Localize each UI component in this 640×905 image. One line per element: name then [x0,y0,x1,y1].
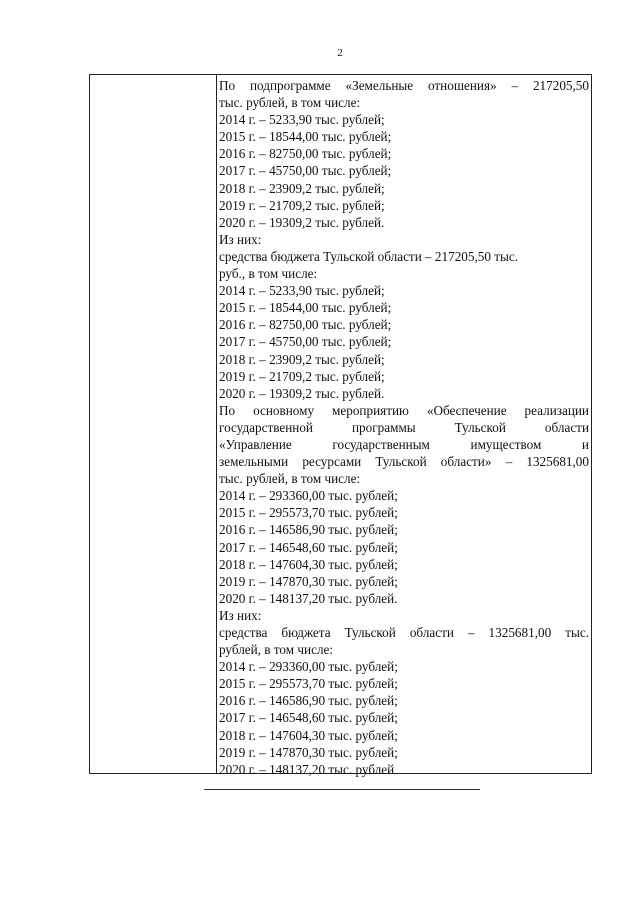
document-table [89,74,592,777]
text-line: 2016 г. – 146586,90 тыс. рублей; [219,522,398,538]
table-left-cell [90,75,217,773]
text-line: 2014 г. – 293360,00 тыс. рублей; [219,488,398,504]
text-line: 2017 г. – 45750,00 тыс. рублей; [219,334,392,350]
text-line: 2014 г. – 5233,90 тыс. рублей; [219,283,385,299]
text-line: 2018 г. – 147604,30 тыс. рублей; [219,727,398,743]
text-line: По подпрограмме «Земельные отношения» – 217205,50 [219,78,589,93]
text-line: 2019 г. – 21709,2 тыс. рублей; [219,197,385,213]
text-line: государственной программы Тульской области [219,419,589,435]
text-line: 2014 г. – 5233,90 тыс. рублей; [219,112,385,128]
footer-rule [204,789,480,790]
text-line: земельными ресурсами Тульской области» – 1325681,00 [219,454,589,470]
text-line: средства бюджета Тульской области – 1325681,00 тыс. [219,625,589,640]
text-line: тыс. рублей, в том числе: [219,95,361,111]
text-line: 2020 г. – 19309,2 тыс. рублей. [219,214,385,230]
text-line: 2016 г. – 82750,00 тыс. рублей; [219,317,392,333]
text-line: тыс. рублей, в том числе: [219,471,361,487]
text-line: 2019 г. – 147870,30 тыс. рублей; [219,573,398,589]
page-number: 2 [337,47,343,59]
table-right-cell [219,77,589,778]
text-line: 2017 г. – 146548,60 тыс. рублей; [219,710,398,726]
text-line: 2018 г. – 23909,2 тыс. рублей; [219,180,385,196]
text-line: 2014 г. – 293360,00 тыс. рублей; [219,659,398,675]
text-line: 2015 г. – 295573,70 тыс. рублей; [219,505,398,521]
text-line: 2016 г. – 82750,00 тыс. рублей; [219,146,392,162]
text-line: 2019 г. – 147870,30 тыс. рублей; [219,744,398,760]
text-line: 2020 г. – 148137,20 тыс. рублей. [219,590,398,606]
text-line: 2017 г. – 146548,60 тыс. рублей; [219,539,398,555]
text-line: По основному мероприятию «Обеспечение реализации [219,402,589,418]
text-line: 2019 г. – 21709,2 тыс. рублей; [219,368,385,384]
text-line: 2018 г. – 147604,30 тыс. рублей; [219,556,398,572]
text-line: 2015 г. – 18544,00 тыс. рублей; [219,129,392,145]
text-line: 2020 г. – 19309,2 тыс. рублей. [219,385,385,401]
text-line: Из них: [219,607,262,623]
text-line: средства бюджета Тульской области – 217205,50 тыс. [219,248,519,264]
text-line: 2016 г. – 146586,90 тыс. рублей; [219,693,398,709]
text-line: 2015 г. – 18544,00 тыс. рублей; [219,300,392,316]
text-line: «Управление государственным имуществом и [219,436,589,452]
text-line: 2015 г. – 295573,70 тыс. рублей; [219,676,398,692]
text-line: рублей, в том числе: [219,642,334,658]
text-line: Из них: [219,231,262,247]
text-line: руб., в том числе: [219,266,318,282]
text-line: 2017 г. – 45750,00 тыс. рублей; [219,163,392,179]
text-line: 2020 г. – 148137,20 тыс. рублей [219,761,395,777]
text-line: 2018 г. – 23909,2 тыс. рублей; [219,351,385,367]
